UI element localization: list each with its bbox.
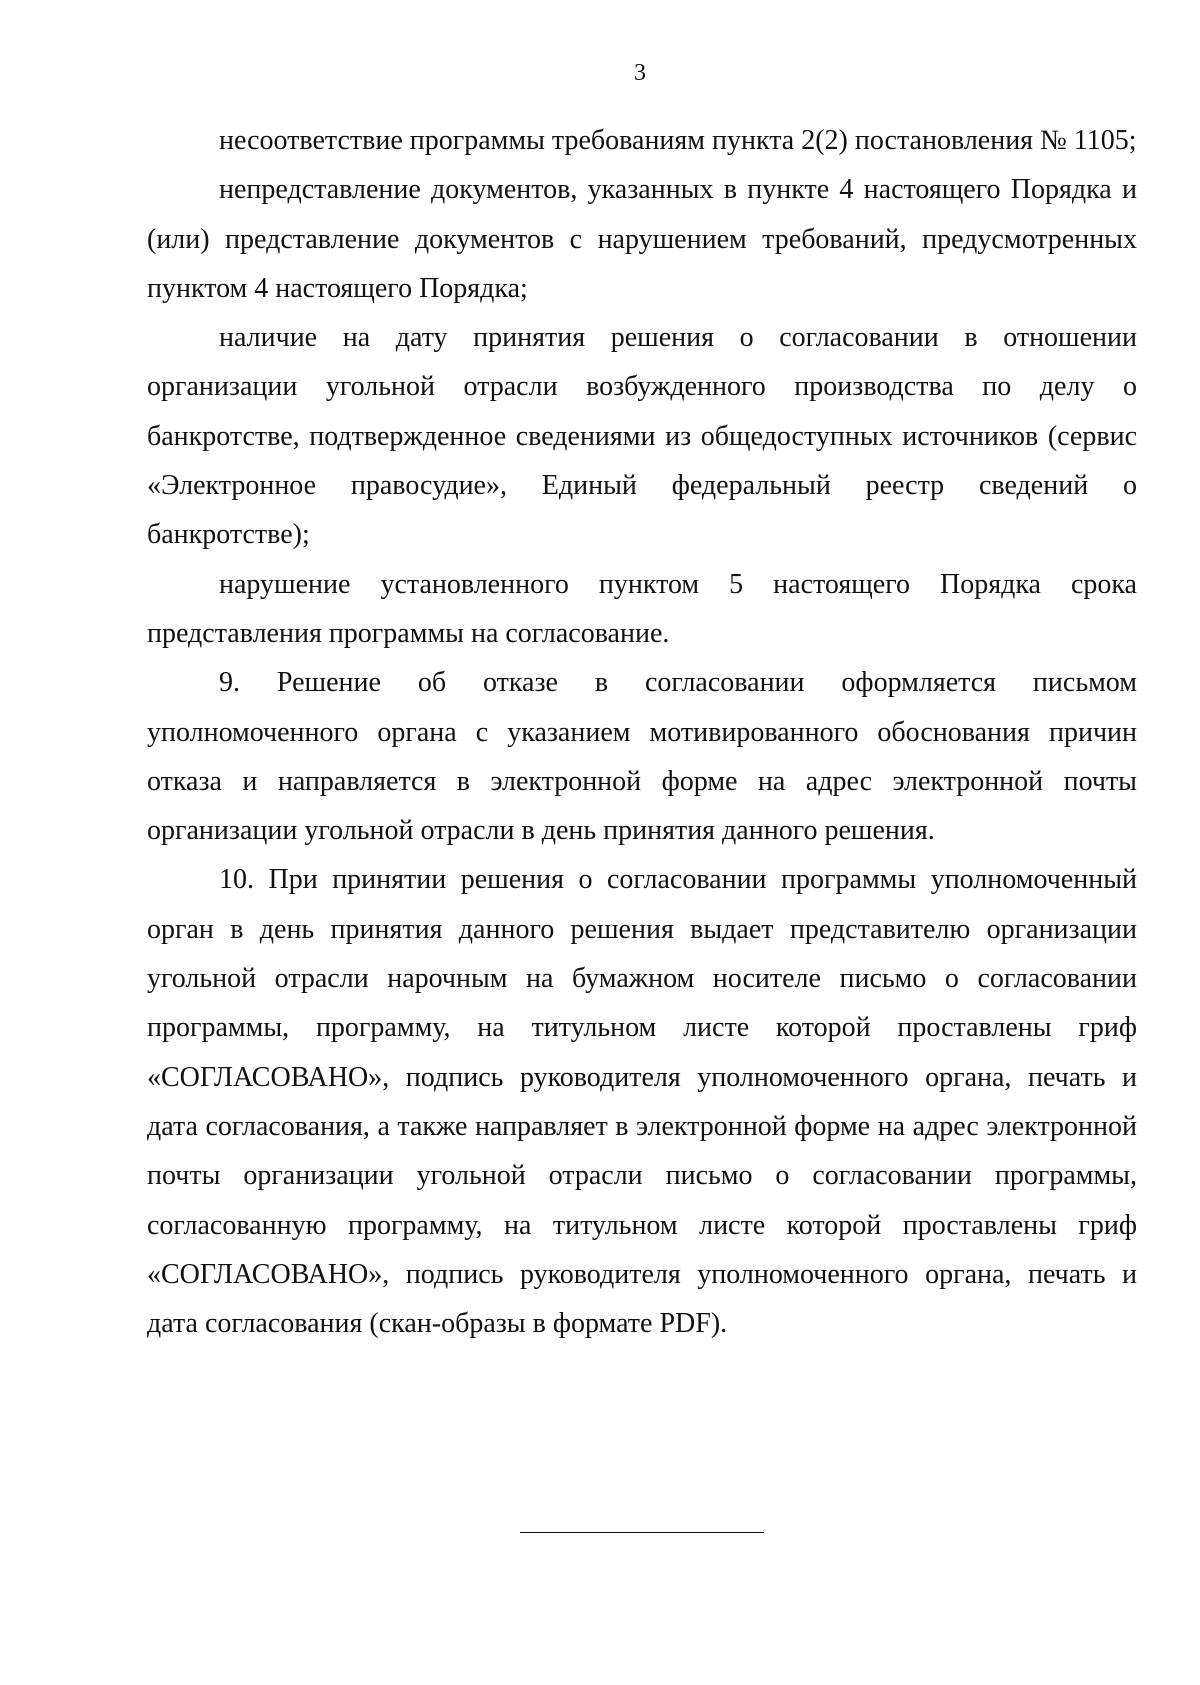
end-of-document-rule: [520, 1532, 764, 1533]
paragraph-bankruptcy-proceedings: наличие на дату принятия решения о согласовании в отношении организации угольной отрасли возбужденного производства по делу о банкротстве, подтвержденное сведениями из общедоступных источников (сервис «Электронное правосудие», Единый федеральный реестр сведений о банкротстве);: [147, 322, 1137, 551]
paragraph-documents-not-provided: непредставление документов, указанных в пункте 4 настоящего Порядка и (или) представление документов с нарушением требований, предусмотренных пунктом 4 настоящего Порядка;: [147, 174, 1137, 304]
page-number: 3: [634, 60, 646, 86]
paragraph-deadline-violation: нарушение установленного пунктом 5 настоящего Порядка срока представления программы на согласование.: [147, 568, 1137, 649]
document-body: [147, 116, 1137, 1348]
paragraph-item-9-refusal: 9. Решение об отказе в согласовании оформляется письмом уполномоченного органа с указанием мотивированного обоснования причин отказа и направляется в электронной форме на адрес электронной почты организации угольной отрасли в день принятия данного решения.: [147, 667, 1137, 847]
paragraph-item-10-approval: 10. При принятии решения о согласовании программы уполномоченный орган в день принятия данного решения выдает представителю организации угольной отрасли нарочным на бумажном носителе письмо о согласовании программы, программу, на титульном листе которой проставлены гриф «СОГЛАСОВАНО», подпись руководителя уполномоченного органа, печать и дата согласования, а также направляет в электронной форме на адрес электронной почты организации угольной отрасли письмо о согласовании программы, согласованную программу, на титульном листе которой проставлены гриф «СОГЛАСОВАНО», подпись руководителя уполномоченного органа, печать и дата согласования (скан-образы в формате PDF).: [147, 864, 1137, 1340]
paragraph-program-noncompliance: несоответствие программы требованиям пункта 2(2) постановления № 1105;: [219, 125, 1137, 156]
